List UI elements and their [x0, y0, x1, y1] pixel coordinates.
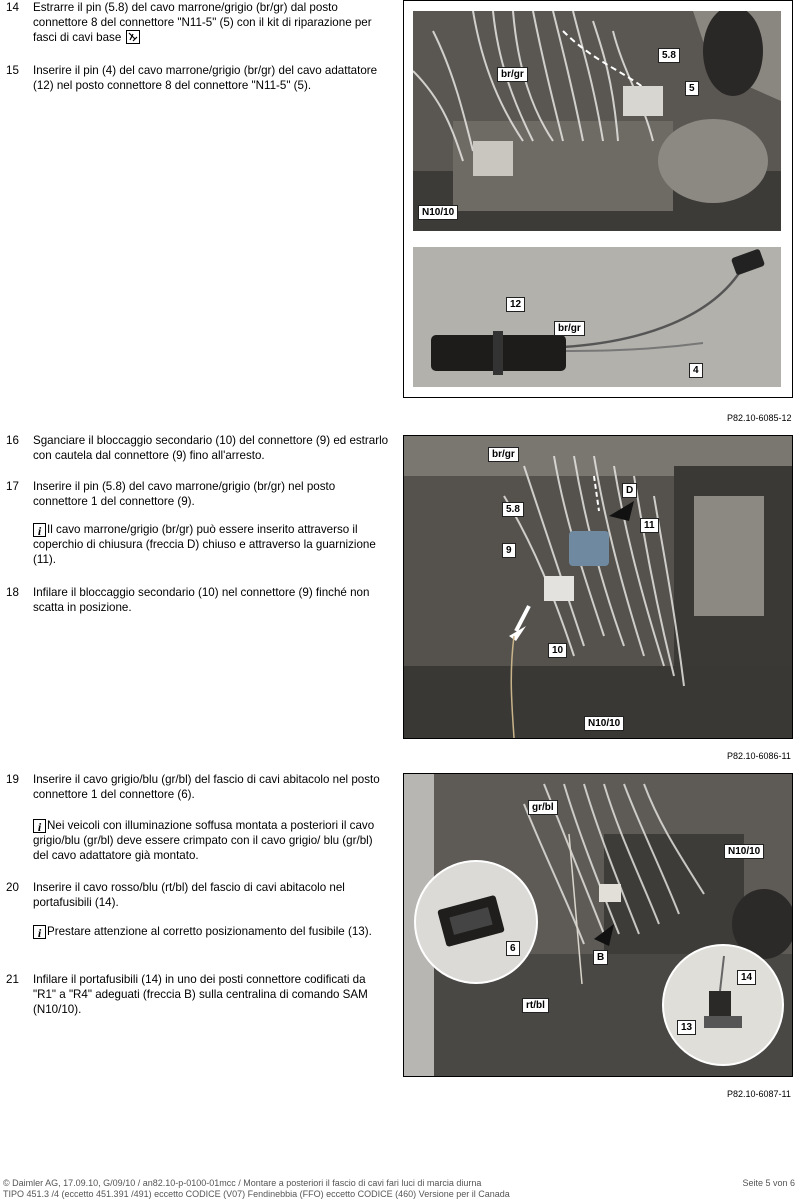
step-text: Inserire il cavo grigio/blu (gr/bl) del fascio di cavi abitacolo nel posto connettore 1 del connettore (6). — [33, 773, 380, 801]
step-17 — [6, 479, 391, 509]
label-14: 14 — [737, 970, 756, 985]
label-5-8: 5.8 — [502, 502, 524, 517]
page-number: Seite 5 von 6 — [742, 1178, 795, 1188]
label-11: 11 — [640, 518, 659, 533]
label-10: 10 — [548, 643, 567, 658]
step-number: 16 — [6, 434, 19, 447]
figure-reference: P82.10-6086-11 — [727, 751, 791, 761]
step-number: 19 — [6, 773, 19, 786]
label-grbl: gr/bl — [528, 800, 558, 815]
label-6: 6 — [506, 941, 520, 956]
note-text: Prestare attenzione al corretto posizionamento del fusibile (13). — [47, 925, 372, 938]
step-19 — [6, 772, 391, 802]
step-number: 17 — [6, 480, 19, 493]
step-text: Infilare il bloccaggio secondario (10) nel connettore (9) finché non scatta in posizione. — [33, 586, 370, 614]
step-15 — [6, 63, 391, 93]
info-icon: i — [33, 819, 46, 833]
note-17 — [33, 522, 378, 567]
note-19 — [33, 818, 378, 863]
footer-applicability: TIPO 451.3 /4 (eccetto 451.391 /491) eccetto CODICE (V07) Fendinebbia (FFO) eccetto CODICE (460) Versione per il Canada — [3, 1189, 510, 1199]
inset-connector-6 — [414, 860, 538, 984]
step-text: Inserire il cavo rosso/blu (rt/bl) del fascio di cavi abitacolo nel portafusibili (14). — [33, 881, 345, 909]
inset-fuse-holder-14 — [662, 944, 784, 1066]
info-icon: i — [33, 523, 46, 537]
note-20 — [33, 924, 378, 939]
step-16 — [6, 433, 391, 463]
note-text: Il cavo marrone/grigio (br/gr) può essere inserito attraverso il coperchio di chiusura (freccia D) chiuso e attraverso la guarnizione (11). — [33, 523, 376, 566]
label-rtbl: rt/bl — [522, 998, 549, 1013]
label-brgr: br/gr — [497, 67, 528, 82]
step-number: 21 — [6, 973, 19, 986]
step-text: Infilare il portafusibili (14) in uno dei posti connettore codificati da "R1" a "R4" adeguati (freccia B) sulla centralina di comando SAM (N10/10). — [33, 973, 368, 1016]
label-B: B — [593, 950, 608, 965]
label-n10-10: N10/10 — [724, 844, 764, 859]
step-text: Estrarre il pin (5.8) del cavo marrone/grigio (br/gr) dal posto connettore 8 del connettore "N11-5" (5) con il kit di riparazione per fasci di cavi base — [33, 1, 372, 44]
step-number: 14 — [6, 1, 19, 14]
figure-1-frame — [403, 0, 793, 398]
photo-adapter-cable — [413, 247, 781, 387]
step-20 — [6, 880, 391, 910]
figure-reference: P82.10-6087-11 — [727, 1089, 791, 1099]
label-brgr: br/gr — [488, 447, 519, 462]
label-n10-10: N10/10 — [584, 716, 624, 731]
photo-sam-connector-n11-5 — [413, 11, 781, 231]
label-4: 4 — [689, 363, 703, 378]
photo-connector-9 — [404, 436, 792, 738]
step-text: Inserire il pin (5.8) del cavo marrone/grigio (br/gr) nel posto connettore 1 del connettore (9). — [33, 480, 336, 508]
label-12: 12 — [506, 297, 525, 312]
step-text: Inserire il pin (4) del cavo marrone/grigio (br/gr) del cavo adattatore (12) nel posto connettore 8 del connettore "N11-5" (5). — [33, 64, 378, 92]
footer-line-2 — [3, 1189, 795, 1200]
label-13: 13 — [677, 1020, 696, 1035]
tool-icon — [126, 30, 140, 44]
figure-2-frame — [403, 435, 793, 739]
label-5: 5 — [685, 81, 699, 96]
step-text: Sganciare il bloccaggio secondario (10) del connettore (9) ed estrarlo con cautela dal connettore (9) fino all'arresto. — [33, 434, 389, 462]
label-brgr: br/gr — [554, 321, 585, 336]
label-D: D — [622, 483, 637, 498]
label-n10-10: N10/10 — [418, 205, 458, 220]
step-number: 15 — [6, 64, 19, 77]
step-number: 18 — [6, 586, 19, 599]
footer-line-1 — [3, 1178, 795, 1189]
note-text: Nei veicoli con illuminazione soffusa montata a posteriori il cavo grigio/blu (gr/bl) deve essere crimpato con il cavo grigio/ blu (gr/bl) del cavo adattatore già montato. — [33, 819, 375, 862]
figure-reference: P82.10-6085-12 — [727, 413, 792, 423]
footer-copyright: © Daimler AG, 17.09.10, G/09/10 / an82.10-p-0100-01mcc / Montare a posteriori il fascio di cavi fari luci di marcia diurna — [3, 1178, 482, 1188]
info-icon: i — [33, 925, 46, 939]
figure-3-frame — [403, 773, 793, 1077]
label-9: 9 — [502, 543, 516, 558]
step-18 — [6, 585, 391, 615]
step-21 — [6, 972, 391, 1017]
label-5-8: 5.8 — [658, 48, 680, 63]
step-14 — [6, 0, 391, 45]
step-number: 20 — [6, 881, 19, 894]
